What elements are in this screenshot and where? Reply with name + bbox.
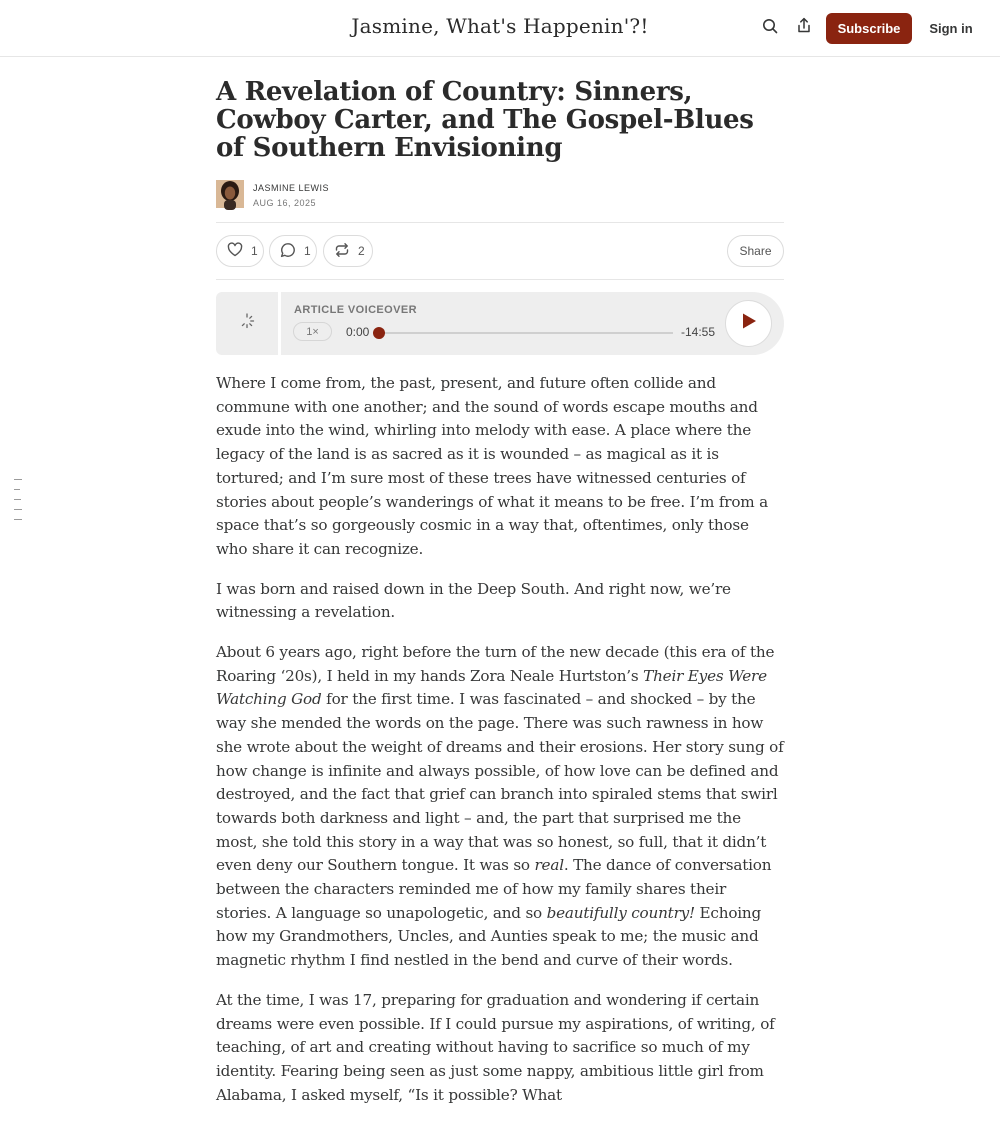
sign-in-button[interactable]: Sign in [929,21,973,36]
top-bar [0,0,1000,57]
restack-button[interactable] [323,235,373,267]
text-run: About 6 years ago, right before the turn of the new decade (this era of the Roaring ‘20s), I held in my hands Zora Neale Hurtston’s [216,643,775,685]
body-paragraph [216,641,784,973]
text-run: Echoing how my Grandmothers, Uncles, and Aunties speak to me; the music and magnetic rhythm I find nestled in the bend and curve of their words. [216,903,762,970]
play-icon [741,312,757,335]
emphasis: beautifully country! [546,903,695,922]
share-page-button[interactable] [792,16,816,40]
emphasis: real [534,856,564,875]
book-title: Their Eyes Were Watching God [216,666,767,709]
divider [216,222,784,223]
body-paragraph: I was born and raised down in the Deep South. And right now, we’re witnessing a revelation. [216,579,731,622]
outline-mark[interactable] [14,509,22,510]
voiceover-thumbnail [216,292,278,355]
body-paragraph: At the time, I was 17, preparing for graduation and wondering if certain dreams were even possible. If I could pursue my aspirations, of writing, of teaching, of art and creating without having to sacrifice so much of my identity. Fearing being seen as just some nappy, ambitious little girl from Alabama, I asked myself, “Is it possible? What [216,990,775,1104]
text-run: for the first time. I was fascinated – and shocked – by the way she mended the words on the page. There was such rawness in how she wrote about the weight of dreams and their erosions. Her story sung of how change is infinite and always possible, of how love can be defined and destroyed, and the fact that grief can branch into spiraled stems that swirl towards both darkness and light – and, the part that surprised me the most, she told this story in a way that was so honest, so full, that it didn’t even deny our Southern tongue. It was so [216,690,784,875]
loading-spinner-icon [237,311,257,336]
like-button[interactable] [216,235,264,267]
voiceover-label: ARTICLE VOICEOVER [294,304,417,316]
restack-count: 2 [358,244,365,258]
restack-icon [334,242,358,261]
comment-count: 1 [304,244,311,258]
table-of-contents-outline[interactable] [14,479,22,529]
author-avatar[interactable] [216,180,244,208]
text-run: . The dance of conversation between the characters reminded me of how my family shares their stories. A language so unapologetic, and so [216,856,772,922]
post-date: AUG 16, 2025 [253,198,317,208]
post-title: A Revelation of Country: Sinners, Cowboy Carter, and The Gospel-Blues of Southern Envisioning [216,77,754,163]
current-time: 0:00 [346,325,370,339]
seek-handle[interactable] [373,327,385,339]
voiceover-controls [281,292,784,355]
outline-mark[interactable] [14,519,22,520]
search-button[interactable] [758,16,782,40]
post-body [216,372,784,1123]
body-paragraph: Where I come from, the past, present, and future often collide and commune with one another; and the sound of words escape mouths and exude into the wind, whirling into melody with ease. A place where the legacy of the land is as sacred as it is wounded – as magical as it is tortured; and I’m sure most of these trees have witnessed centuries of stories about people’s wanderings of what it means to be free. I’m from a space that’s so gorgeously cosmic in a way that, oftentimes, only those who share it can recognize. [216,374,768,558]
remaining-time: -14:55 [681,325,716,339]
post-actions [216,235,784,267]
comment-button[interactable] [269,235,317,267]
comment-icon [280,242,304,261]
playback-speed-button[interactable]: 1× [293,322,332,341]
divider [216,279,784,280]
author-name[interactable]: JASMINE LEWIS [253,183,330,193]
outline-mark[interactable] [14,479,22,480]
heart-icon [227,242,251,260]
play-button[interactable] [725,300,772,347]
share-icon [796,17,812,39]
seek-bar[interactable] [379,332,673,334]
outline-mark[interactable] [14,489,20,490]
subscribe-button[interactable]: Subscribe [826,13,912,44]
byline [216,180,784,208]
like-count: 1 [251,244,258,258]
outline-mark[interactable] [14,499,21,500]
article [216,77,784,1104]
share-button[interactable]: Share [727,235,784,267]
article-voiceover-player [216,292,784,355]
publication-title[interactable]: Jasmine, What's Happenin'?! [351,14,649,38]
search-icon [762,18,778,39]
